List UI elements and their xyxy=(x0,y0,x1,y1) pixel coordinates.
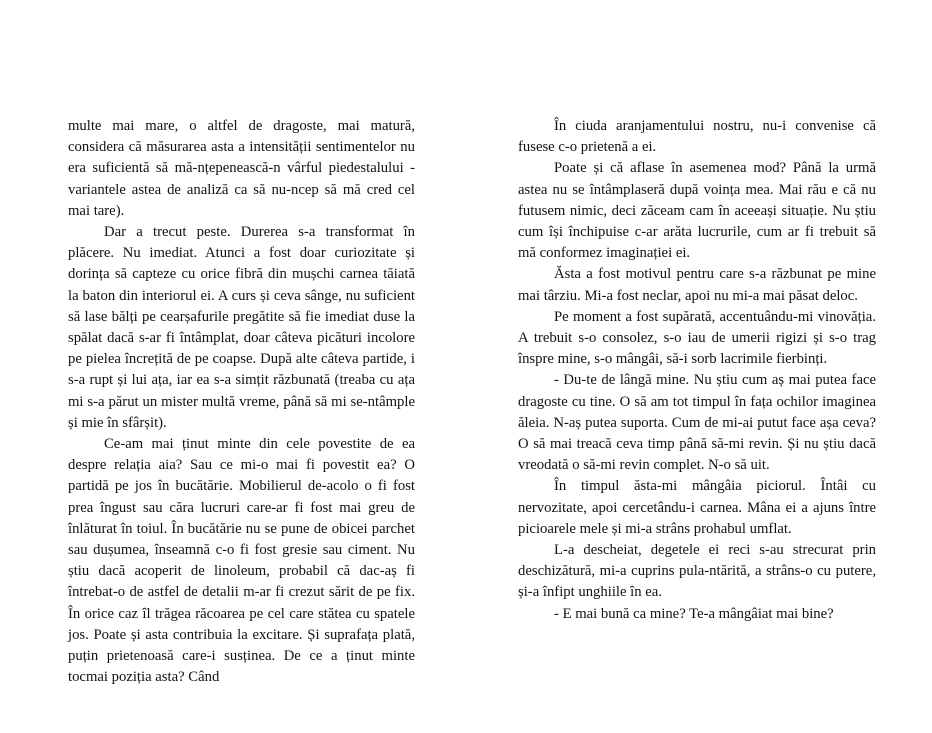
paragraph: Pe moment a fost supărată, accentuându-mi vinovăția. A trebuit s-o consolez, s-o iau de umerii rigizi și s-o trag înspre mine, s-o mângâi, să-i sorb lacrimile fierbinți. xyxy=(518,308,876,368)
paragraph: - E mai bună ca mine? Te-a mângâiat mai bine? xyxy=(554,605,834,622)
right-page xyxy=(466,0,932,733)
right-page-text xyxy=(518,116,876,625)
paragraph: - Du-te de lângă mine. Nu știu cum aș mai putea face dragoste cu tine. O să am tot timpul în fața ochilor imaginea ăleia. N-aș putea suporta. Cum de mi-ai putut face așa ceva? O să mai treacă ceva timp până să-mi revin. Și nu știu dacă vreodată o să-mi revin complet. N-o să uit. xyxy=(518,372,876,474)
paragraph: Poate și că aflase în asemenea mod? Până la urmă astea nu se întâmplaseră după voința mea. Mai rău e că nu futusem nimic, deci zăceam cam în aceeași situație. Nu știu cum își închipuise c-ar arăta lucrurile, cum ar fi trebuit să mă conformez imaginației ei. xyxy=(518,160,876,262)
paragraph: În ciuda aranjamentului nostru, nu-i convenise că fusese c-o prietenă a ei. xyxy=(518,118,876,156)
paragraph: Ăsta a fost motivul pentru care s-a răzbunat pe mine mai târziu. Mi-a fost neclar, apoi nu mi-a mai păsat deloc. xyxy=(518,266,876,304)
paragraph: multe mai mare, o altfel de dragoste, mai matură, considera că măsurarea asta a intensității sentimentelor nu era suficientă să mă-nțepenească-n vârful piedestalului - variantele astea de analiză ca să nu-ncep să mă cred cel mai tare). xyxy=(68,118,415,219)
paragraph: Ce-am mai ținut minte din cele povestite de ea despre relația aia? Sau ce mi-o mai fi povestit ea? O partidă pe jos în bucătărie. Mobilierul de-acolo o fi fost prea îngust sau căra lucruri care-ar fi fost mai greu de înlăturat în toiul. În bucătărie nu se pune de obicei parchet sau dușumea, înseamnă c-o fi fost gresie sau ciment. Nu știu dacă acoperit de linoleum, probabil că dac-aș fi întrebat-o de astfel de detalii m-ar fi crezut sărit de pe fix. În orice caz îl trăgea răcoarea pe cel care stătea cu spatele jos. Poate și asta contribuia la excitare. Și suprafața plată, puțin prietenoasă care-i susținea. De ce a ținut minte tocmai poziția asta? Când xyxy=(68,436,415,686)
paragraph: Dar a trecut peste. Durerea s-a transformat în plăcere. Nu imediat. Atunci a fost doar curiozitate și dorința să capteze cu orice fibră din mușchi carnea tăiată la baton din interiorul ei. A curs și ceva sânge, nu suficient să lase bălți pe cearșafurile pregătite să fie imediat duse la spălat dacă s-ar fi întâmplat, doar câteva picături incolore pe pielea încrețită de pe coapse. După alte câteva partide, i s-a rupt și lui ața, iar ea s-a simțit răzbunată (treaba cu ața mi s-a părut un mister multă vreme, până să mi se-ntâmple și mie în sfârșit). xyxy=(68,224,415,431)
left-page-text xyxy=(68,116,415,688)
paragraph: L-a descheiat, degetele ei reci s-au strecurat prin deschizătură, mi-a cuprins pula-ntărită, a strâns-o cu putere, și-a înfipt unghiile în ea. xyxy=(518,542,876,601)
paragraph: În timpul ăsta-mi mângâia piciorul. Întâi cu nervozitate, apoi cercetându-i carnea. Mâna ei a ajuns între picioarele mele și mi-a strâns prohabul umflat. xyxy=(518,478,876,537)
